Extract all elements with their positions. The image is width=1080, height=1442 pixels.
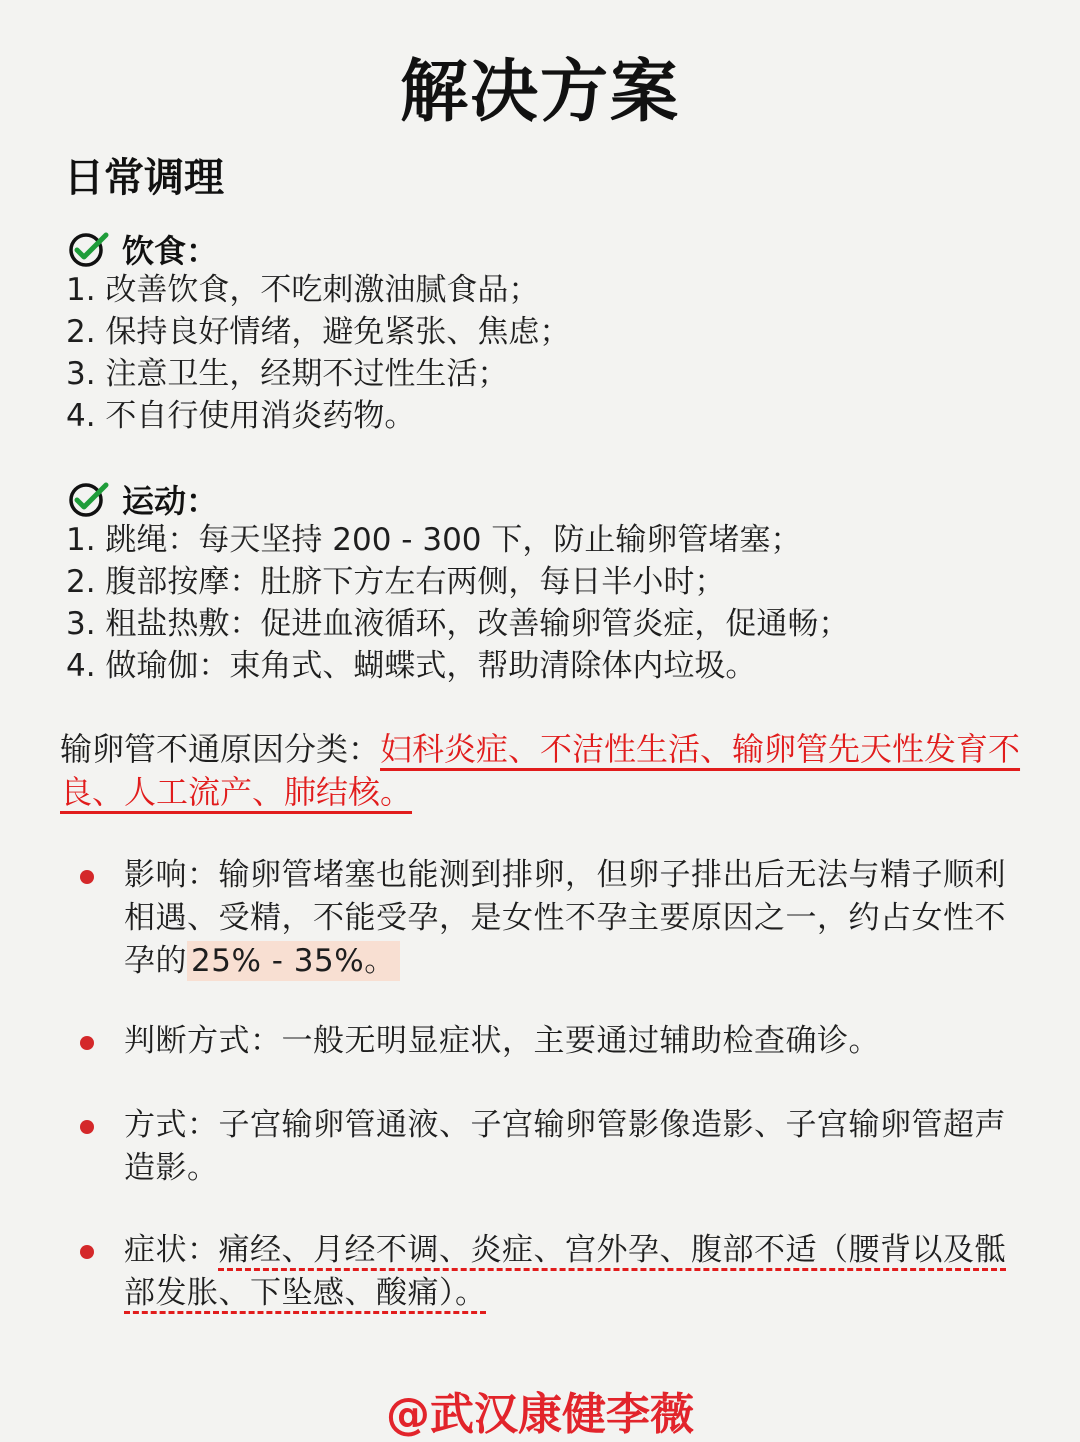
diet-list <box>66 269 570 437</box>
bullet-dot <box>80 1120 94 1134</box>
bullet-symptoms <box>80 1229 1025 1315</box>
check-circle-icon <box>66 229 110 269</box>
diet-item: 1. 改善饮食，不吃刺激油腻食品； <box>66 272 540 308</box>
exercise-heading <box>66 476 218 522</box>
bullet-dot <box>80 1245 94 1259</box>
exercise-list <box>66 519 849 687</box>
bullet-judgement <box>80 1020 1025 1063</box>
exercise-heading-label: 运动： <box>122 482 219 520</box>
impact-highlight: 25% - 35%。 <box>187 941 400 981</box>
causes-paragraph <box>60 728 1022 814</box>
diet-heading <box>66 226 218 272</box>
page-title: 解决方案 <box>399 52 680 132</box>
bullet-dot <box>80 1036 94 1050</box>
impact-text: 影响：输卵管堵塞也能测到排卵，但卵子排出后无法与精子顺利相遇、受精，不能受孕，是女性不孕主要原因之一，约占女性不孕的 <box>124 857 1006 979</box>
causes-label: 输卵管不通原因分类： <box>60 730 381 768</box>
judgement-text: 判断方式：一般无明显症状，主要通过辅助检查确诊。 <box>124 1023 880 1059</box>
diet-item: 3. 注意卫生，经期不过性生活； <box>66 356 509 392</box>
diet-item: 4. 不自行使用消炎药物。 <box>66 398 416 434</box>
diet-heading-label: 饮食： <box>122 232 219 270</box>
methods-text: 方式：子宫输卵管通液、子宫输卵管影像造影、子宫输卵管超声造影。 <box>124 1107 1006 1186</box>
bullet-dot <box>80 870 94 884</box>
symptoms-label: 症状： <box>124 1232 219 1268</box>
diet-item: 2. 保持良好情绪，避免紧张、焦虑； <box>66 314 571 350</box>
exercise-item: 4. 做瑜伽：束角式、蝴蝶式，帮助清除体内垃圾。 <box>66 648 757 684</box>
bullet-impact <box>80 854 1025 983</box>
exercise-item: 1. 跳绳：每天坚持 200 - 300 下，防止输卵管堵塞； <box>66 522 802 558</box>
check-circle-icon <box>66 479 110 519</box>
bullet-methods <box>80 1104 1025 1190</box>
symptoms-text: 痛经、月经不调、炎症、宫外孕、腹部不适（腰背以及骶部发胀、下坠感、酸痛）。 <box>124 1232 1006 1311</box>
causes-value: 妇科炎症、不洁性生活、输卵管先天性发育不良、人工流产、肺结核。 <box>60 730 1021 811</box>
section-title-daily-care: 日常调理 <box>64 155 224 201</box>
author-credit: @武汉康健李薇 <box>386 1389 694 1440</box>
exercise-item: 3. 粗盐热敷：促进血液循环，改善输卵管炎症，促通畅； <box>66 606 850 642</box>
exercise-item: 2. 腹部按摩：肚脐下方左右两侧，每日半小时； <box>66 564 726 600</box>
